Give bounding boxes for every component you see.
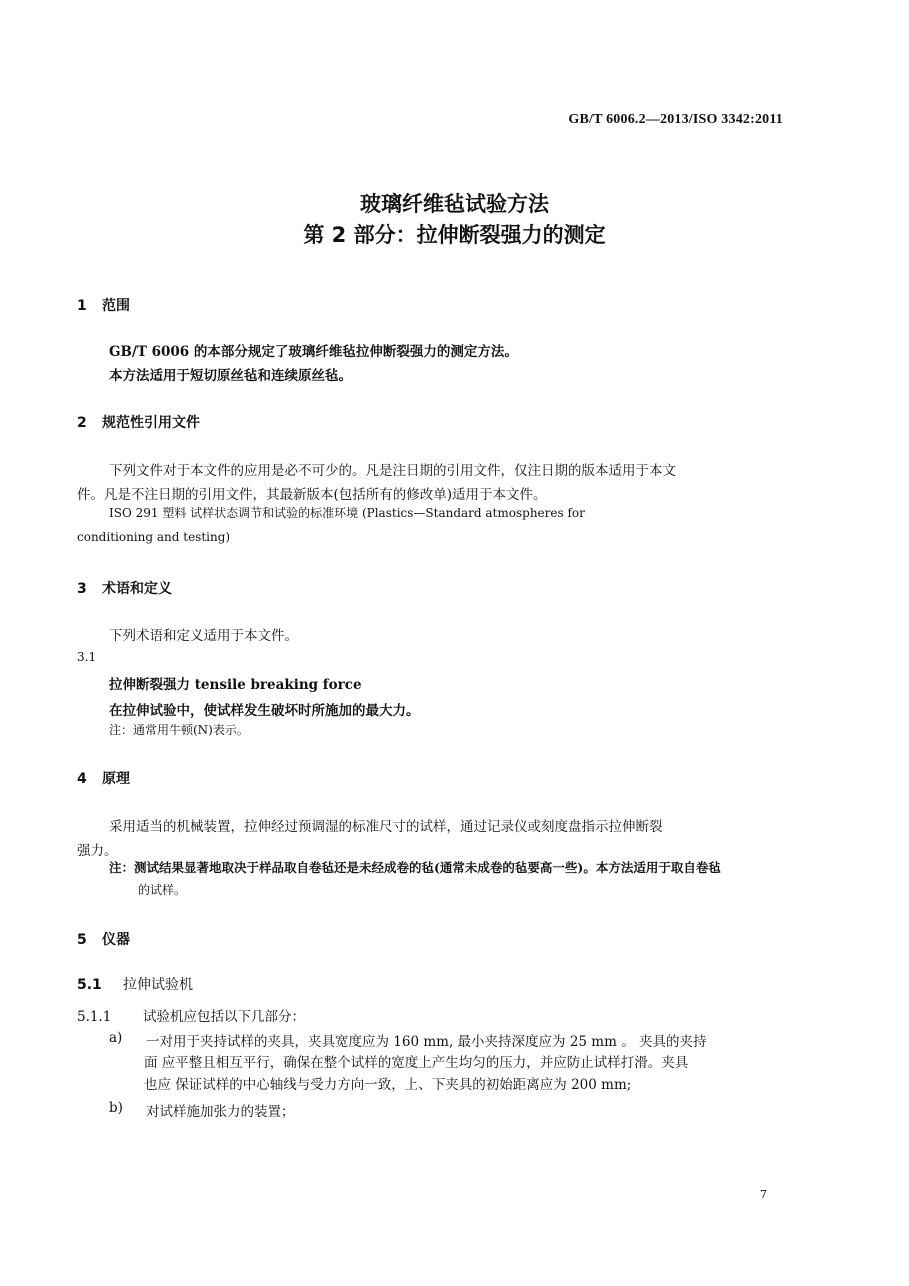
scope-paragraph-1: GB/T 6006 的本部分规定了玻璃纤维毡拉伸断裂强力的测定方法。 <box>109 344 518 360</box>
term-note: 注：通常用牛顿(N)表示。 <box>109 723 249 737</box>
section-number: 1 <box>77 298 87 314</box>
terms-intro: 下列术语和定义适用于本文件。 <box>109 628 298 644</box>
clause-number: 5.1.1 <box>77 1009 112 1025</box>
section-2-heading <box>77 412 200 432</box>
term-name: 拉伸断裂强力 tensile breaking force <box>109 677 362 693</box>
page-number: 7 <box>760 1188 767 1201</box>
clause-text: 试验机应包括以下几部分： <box>143 1009 305 1025</box>
section-title: 范围 <box>102 298 130 314</box>
list-item-a-line-2: 面 应平整且相互平行，确保在整个试样的宽度上产生均匀的压力，并应防止试样打滑。夹具 <box>144 1055 689 1071</box>
list-item-b-label: b) <box>109 1100 123 1116</box>
principle-paragraph-line-1: 采用适当的机械装置，拉伸经过预调湿的标准尺寸的试样，通过记录仪或刻度盘指示拉伸断裂 <box>109 819 663 835</box>
subsection-title: 拉伸试验机 <box>123 977 193 993</box>
subsection-5-1-heading <box>77 974 193 994</box>
normative-paragraph-line-2: 件。凡是不注日期的引用文件，其最新版本(包括所有的修改单)适用于本文件。 <box>77 487 547 503</box>
principle-note-line-1: 注：测试结果显著地取决于样品取自卷毡还是未经成卷的毡(通常未成卷的毡要高一些)。本方法适用于取自卷毡 <box>109 860 721 875</box>
normative-paragraph-line-1: 下列文件对于本文件的应用是必不可少的。凡是注日期的引用文件，仅注日期的版本适用于本文 <box>109 463 676 479</box>
document-title: 玻璃纤维毡试验方法 <box>360 192 549 216</box>
section-number: 4 <box>77 771 87 787</box>
section-number: 5 <box>77 932 87 948</box>
section-3-heading <box>77 578 172 598</box>
section-title: 规范性引用文件 <box>102 415 200 431</box>
section-title: 原理 <box>102 771 130 787</box>
section-5-heading <box>77 929 130 949</box>
list-item-a-line-3: 也应 保证试样的中心轴线与受力方向一致，上、下夹具的初始距离应为 200 mm; <box>144 1077 632 1093</box>
document-subtitle: 第 2 部分：拉伸断裂强力的测定 <box>303 223 606 247</box>
term-number: 3.1 <box>77 650 97 664</box>
scope-paragraph-2: 本方法适用于短切原丝毡和连续原丝毡。 <box>109 368 352 384</box>
section-number: 2 <box>77 415 87 431</box>
list-item-b-line-1: 对试样施加张力的装置； <box>146 1104 295 1120</box>
section-number: 3 <box>77 581 87 597</box>
section-4-heading <box>77 768 130 788</box>
section-title: 仪器 <box>102 932 130 948</box>
list-item-a-line-1: 一对用于夹持试样的夹具，夹具宽度应为 160 mm, 最小夹持深度应为 25 mm 。 夹具的夹持 <box>146 1034 707 1050</box>
normative-reference-line-1: ISO 291 塑料 试样状态调节和试验的标准环境 (Plastics—Standard atmospheres for <box>109 506 585 520</box>
principle-paragraph-line-2: 强力。 <box>77 843 118 859</box>
section-title: 术语和定义 <box>102 581 172 597</box>
clause-5-1-1 <box>77 1005 305 1025</box>
section-1-heading <box>77 295 130 315</box>
standard-number: GB/T 6006.2—2013/ISO 3342:2011 <box>568 112 783 127</box>
list-item-a-label: a) <box>109 1030 123 1046</box>
term-definition: 在拉伸试验中，使试样发生破坏时所施加的最大力。 <box>109 703 420 719</box>
principle-note-line-2: 的试样。 <box>138 883 187 897</box>
subsection-number: 5.1 <box>77 977 102 993</box>
normative-reference-line-2: conditioning and testing) <box>77 530 231 544</box>
